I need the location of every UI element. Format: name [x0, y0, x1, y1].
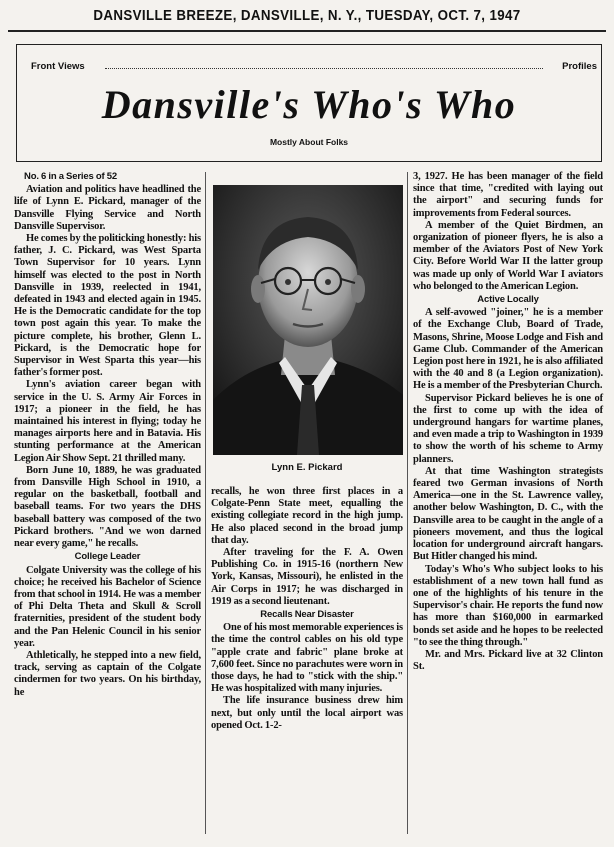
portrait-photo [213, 185, 403, 455]
feature-subtitle: Mostly About Folks [269, 137, 349, 147]
masthead-rule [8, 30, 606, 32]
paragraph: Aviation and politics have headlined the life of Lynn E. Pickard, manager of the Dansville Flying Service and North Dansville Supervisor. [14, 184, 201, 232]
paragraph: After traveling for the F. A. Owen Publishing Co. in 1915-16 (northern New York, Kansas, Missouri), he enlisted in the Air Corps in 1917; he was discharged in 1919 as a second lieutenant. [211, 547, 403, 607]
paragraph: Colgate University was the college of his choice; he received his Bachelor of Science from that school in 1914. He was a member of Phi Delta Theta and Skull & Scroll fraternities, president of the student body and the Pan Helenic Council in his senior year. [14, 564, 201, 649]
paragraph: 3, 1927. He has been manager of the field since that time, "credited with laying out the airport" and securing funds for improvements from Federal sources. [413, 171, 603, 219]
subhead-college-leader: College Leader [74, 551, 141, 563]
paragraph: He comes by the politicking honestly: his father, J. C. Pickard, was West Sparta Town Supervisor for 10 years. Lynn himself was elected to the post in North Dansville in 1939, reelected in 1941, defeated in 1943 and elected again in 1945. He is the Democratic candidate for the top town post again this year. To make the picture complete, his brother, Glenn L. Pickard, is the Democratic hope for Supervisor in West Sparta this year—his father's former post. [14, 233, 201, 379]
paragraph: Born June 10, 1889, he was graduated from Dansville High School in 1910, a regular on the basketball, football and baseball teams. For two years the DHS baseball battery was composed of the two Pickard brothers. "And we won darned near every game," he recalls. [14, 464, 201, 550]
article-column-2 [211, 486, 403, 732]
dotted-leader [105, 68, 543, 69]
subhead-recalls-near-disaster: Recalls Near Disaster [260, 609, 354, 621]
paragraph: A self-avowed "joiner," he is a member of the Exchange Club, Board of Trade, Masons, Shrine, Moose Lodge and Fish and Game Club. Commander of the American Legion post here in 1921, he is also affiliated with the 40 and 8 (a Legion organization). He is a member of the Presbyterian Church. [413, 307, 603, 392]
feature-header-box [16, 44, 602, 162]
paragraph: Today's Who's Who subject looks to his establishment of a new town hall fund as one of the highlights of his tenure in the Supervisor's chair. He reports the fund now has more than $160,000 in earmarked bonds set aside and he hopes to be reelected "to see the thing through." [413, 563, 603, 648]
paragraph: A member of the Quiet Birdmen, an organization of pioneer flyers, he is also a member of the Aviators Post of New York City. Before World War II the latter group was made up only of World War I aviators who belonged to the American Legion. [413, 219, 603, 292]
column-rule-2 [407, 172, 408, 834]
paragraph: One of his most memorable experiences is the time the control cables on his old type "apple crate and fabric" plane broke at 7,600 feet. Since no parachutes were worn in those days, he had to "stick with the ship." He was hospitalized with many injuries. [211, 622, 403, 695]
series-label: No. 6 in a Series of 52 [24, 171, 117, 182]
paragraph: Mr. and Mrs. Pickard live at 32 Clinton St. [413, 648, 603, 673]
photo-caption: Lynn E. Pickard [271, 462, 343, 473]
feature-title: Dansville's Who's Who [101, 82, 517, 127]
subhead-active-locally: Active Locally [477, 294, 539, 306]
profiles-label: Profiles [562, 61, 597, 72]
paragraph: The life insurance business drew him next, but only until the local airport was opened Oct. 1-2- [211, 695, 403, 731]
paragraph: Athletically, he stepped into a new field, track, serving as captain of the Colgate cindermen for two years. On his birthday, he [14, 649, 201, 698]
paragraph: Supervisor Pickard believes he is one of the first to come up with the idea of underground hangars for wartime planes, and even made a trip to Washington in 1939 to show the worth of his scheme to Army planners. [413, 392, 603, 465]
front-views-label: Front Views [31, 61, 85, 72]
column-rule-1 [205, 172, 206, 834]
paragraph: At that time Washington strategists feared two German invasions of North America—one in the St. Lawrence valley, another below Washington, D. C., with the Dansville area to be caught in the angle of a pioneers movement, and thus the logical location for underground aircraft hangars. But Hitler changed his mind. [413, 465, 603, 563]
paragraph: Lynn's aviation career began with service in the U. S. Army Air Forces in 1917; a pioneer in the field, he has maintained his interest in flying; today he manages airports here and in Batavia. His stunting performance at the American Legion Air Show Sept. 21 thrilled many. [14, 379, 201, 464]
masthead: DANSVILLE BREEZE, DANSVILLE, N. Y., TUESDAY, OCT. 7, 1947 [93, 8, 521, 24]
portrait-photo-icon [213, 185, 403, 455]
article-column-3 [413, 171, 603, 673]
article-column-1 [14, 171, 201, 699]
paragraph: recalls, he won three first places in a Colgate-Penn State meet, equalling the existing collegiate record in the high jump. He also placed second in the broad jump that day. [211, 486, 403, 546]
